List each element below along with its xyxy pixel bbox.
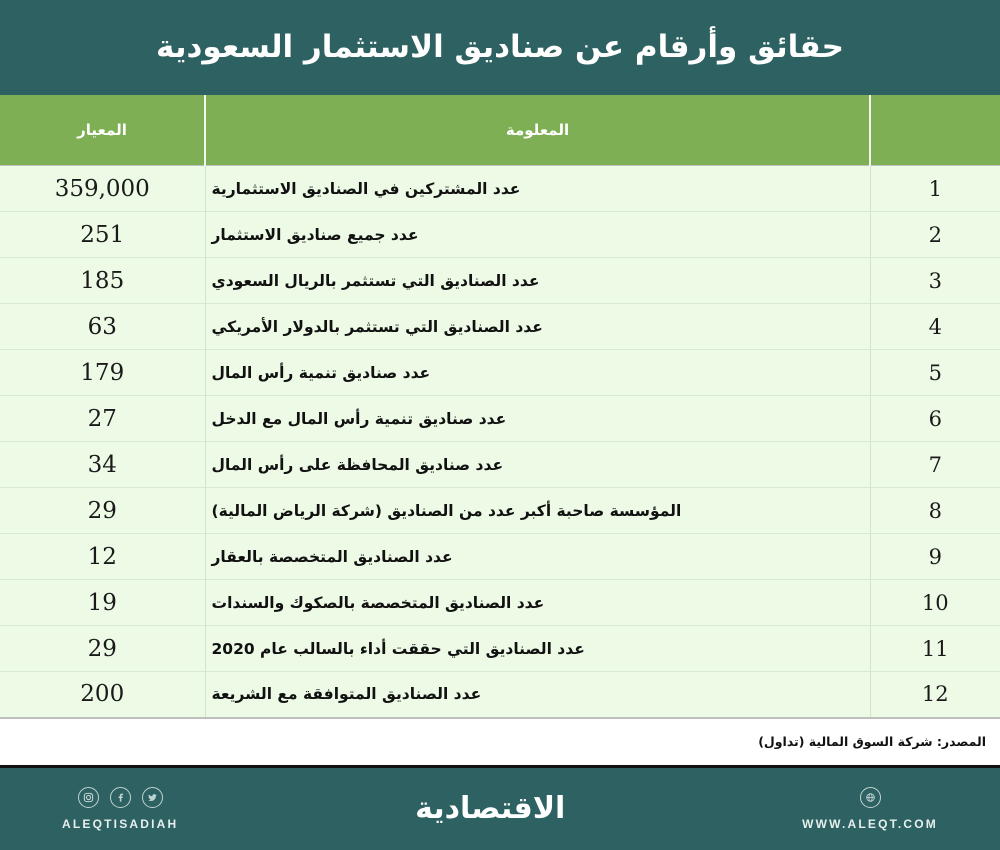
cell-value: 185	[0, 258, 205, 304]
cell-value: 34	[0, 442, 205, 488]
table-row	[0, 396, 1000, 442]
cell-info: عدد الصناديق التي تستثمر بالريال السعودي	[205, 258, 870, 304]
table-row	[0, 258, 1000, 304]
cell-value: 29	[0, 626, 205, 672]
cell-rank: 6	[870, 396, 1000, 442]
brand-logo: الاقتصادية	[415, 791, 566, 827]
table-row	[0, 534, 1000, 580]
table-row	[0, 672, 1000, 718]
page-title: حقائق وأرقام عن صناديق الاستثمار السعودية	[156, 28, 844, 65]
cell-info: عدد جميع صناديق الاستثمار	[205, 212, 870, 258]
cell-rank: 5	[870, 350, 1000, 396]
instagram-icon[interactable]	[78, 787, 99, 808]
cell-value: 359,000	[0, 166, 205, 212]
cell-info: عدد صناديق المحافظة على رأس المال	[205, 442, 870, 488]
cell-rank: 3	[870, 258, 1000, 304]
cell-rank: 8	[870, 488, 1000, 534]
title-banner	[0, 0, 1000, 95]
table-row	[0, 488, 1000, 534]
cell-value: 19	[0, 580, 205, 626]
table-row	[0, 212, 1000, 258]
table-row	[0, 580, 1000, 626]
cell-value: 27	[0, 396, 205, 442]
cell-info: عدد صناديق تنمية رأس المال	[205, 350, 870, 396]
table-row	[0, 626, 1000, 672]
cell-rank: 11	[870, 626, 1000, 672]
table-row	[0, 350, 1000, 396]
cell-info: عدد المشتركين في الصناديق الاستثمارية	[205, 166, 870, 212]
table-header	[0, 95, 1000, 166]
cell-info: عدد الصناديق التي تستثمر بالدولار الأمريكي	[205, 304, 870, 350]
social-icons	[78, 787, 163, 808]
cell-rank: 1	[870, 166, 1000, 212]
column-header-rank	[870, 95, 1000, 166]
cell-rank: 12	[870, 672, 1000, 718]
footer-website-block	[802, 787, 938, 831]
globe-icon[interactable]	[860, 787, 881, 808]
source-text: المصدر: شركة السوق المالية (تداول)	[758, 734, 986, 749]
footer	[0, 768, 1000, 850]
cell-info: عدد الصناديق المتخصصة بالصكوك والسندات	[205, 580, 870, 626]
cell-info: عدد الصناديق التي حققت أداء بالسالب عام 2020	[205, 626, 870, 672]
table-header-row	[0, 95, 1000, 166]
website-label: WWW.ALEQT.COM	[802, 816, 938, 831]
social-handle-label: ALEQTISADIAH	[62, 816, 179, 831]
table-container	[0, 95, 1000, 719]
cell-value: 251	[0, 212, 205, 258]
facebook-icon[interactable]	[110, 787, 131, 808]
cell-rank: 9	[870, 534, 1000, 580]
cell-info: عدد الصناديق المتخصصة بالعقار	[205, 534, 870, 580]
cell-info: المؤسسة صاحبة أكبر عدد من الصناديق (شركة الرياض المالية)	[205, 488, 870, 534]
cell-info: عدد صناديق تنمية رأس المال مع الدخل	[205, 396, 870, 442]
table-row	[0, 442, 1000, 488]
twitter-icon[interactable]	[142, 787, 163, 808]
cell-value: 29	[0, 488, 205, 534]
cell-rank: 4	[870, 304, 1000, 350]
cell-value: 63	[0, 304, 205, 350]
table-row	[0, 166, 1000, 212]
cell-value: 200	[0, 672, 205, 718]
table-row	[0, 304, 1000, 350]
cell-rank: 10	[870, 580, 1000, 626]
cell-value: 179	[0, 350, 205, 396]
column-header-info: المعلومة	[205, 95, 870, 166]
cell-rank: 2	[870, 212, 1000, 258]
footer-social-block	[62, 787, 178, 831]
source-row	[0, 719, 1000, 765]
column-header-value: المعيار	[0, 95, 205, 166]
cell-info: عدد الصناديق المتوافقة مع الشريعة	[205, 672, 870, 718]
table-body	[0, 166, 1000, 718]
cell-rank: 7	[870, 442, 1000, 488]
cell-value: 12	[0, 534, 205, 580]
facts-table	[0, 95, 1000, 719]
